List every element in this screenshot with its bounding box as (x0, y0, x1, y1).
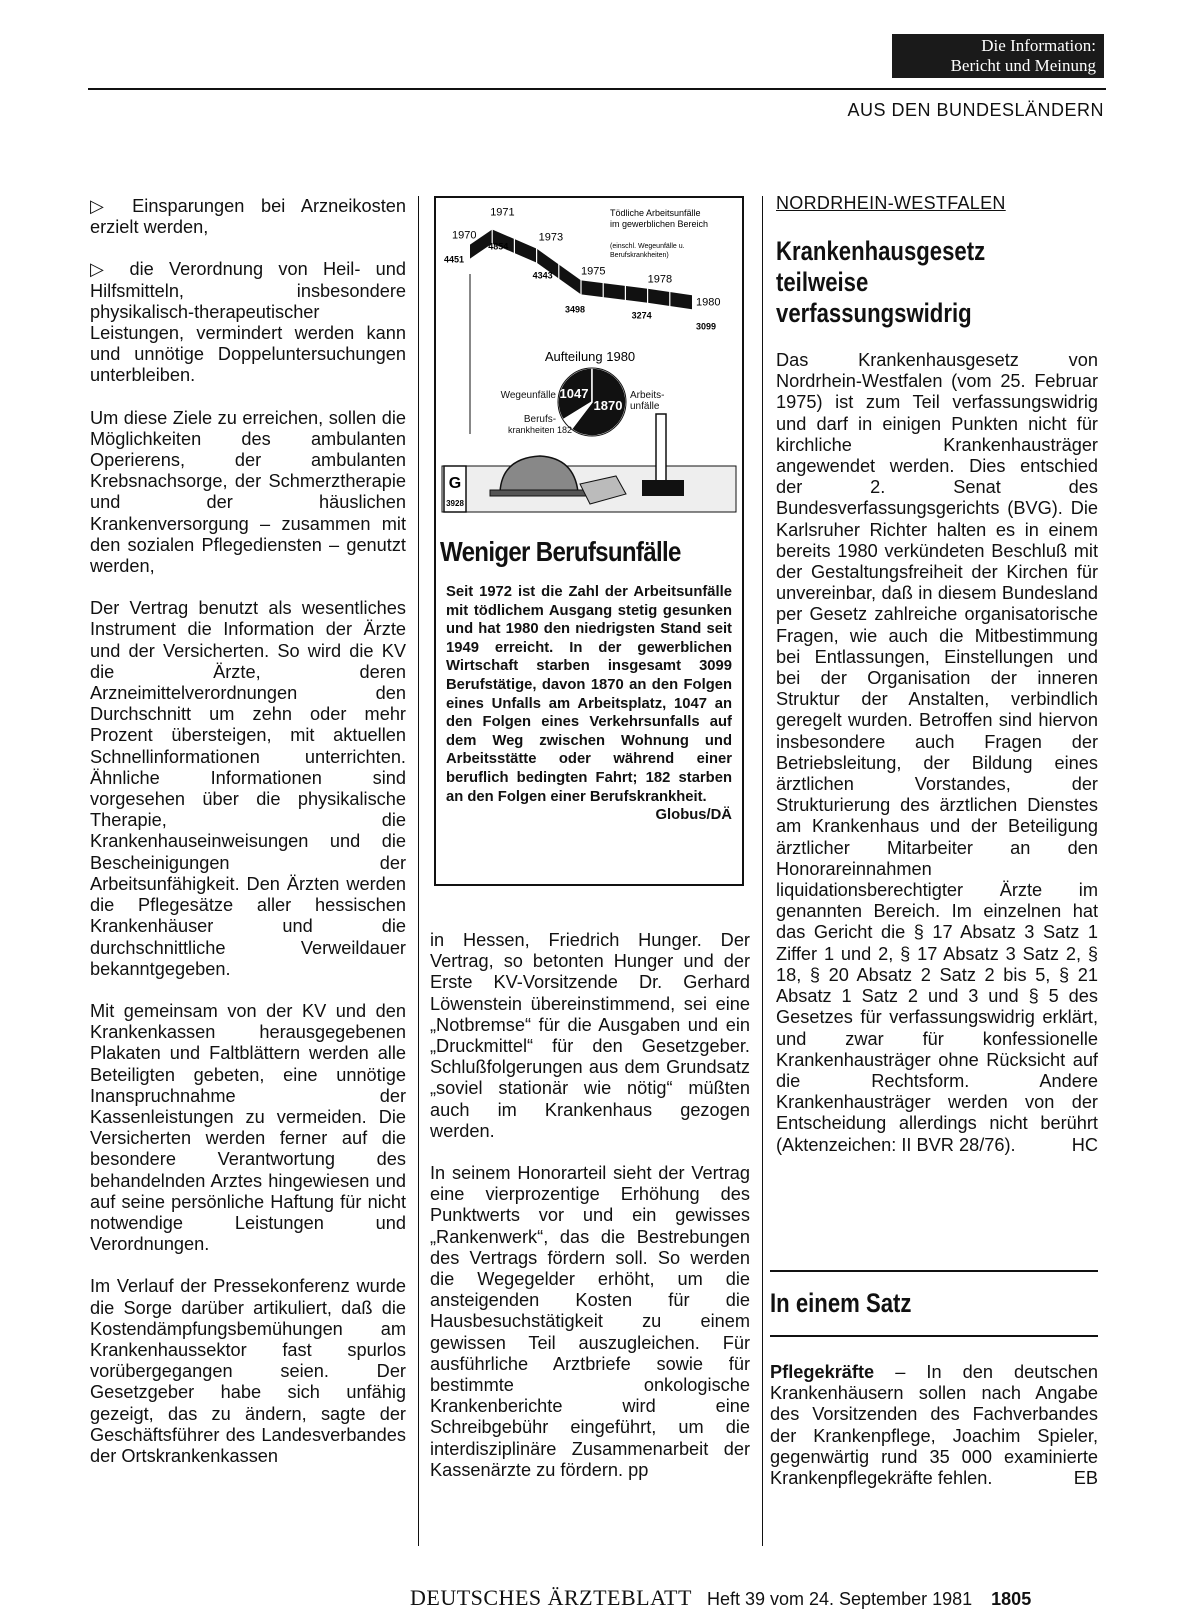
badge-line-2: Bericht und Meinung (950, 56, 1096, 75)
region-label: NORDRHEIN-WESTFALEN (776, 193, 1006, 213)
in-einem-satz-title: In einem Satz (770, 1288, 912, 1318)
helmet-brim-icon (490, 490, 586, 496)
chart-subtitle: (einschl. Wegeunfälle u. Berufskrankheiten) (610, 243, 685, 259)
value-label: 4451 (444, 254, 465, 265)
paragraph: ▷ die Verordnung von Heil- und Hilfsmitteln, insbesondere physikalisch-therapeutischer Leistungen, vermindert werden kann und unnötige Doppeluntersuchungen unterbleiben. (90, 259, 406, 386)
paragraph-text: Das Krankenhausgesetz von Nordrhein-Westfalen (vom 25. Februar 1975) ist zum Teil verfassungswidrig und darf in einigen Punkten nicht für kirchliche Krankenhausträger angewendet werden. Dies entschied der 2. Senat des Bundesverfassungsgerichts (BVG). Die Karlsruher Richter halten es in einem bereits 1980 verkündeten Beschluß mit der Gestaltungsfreiheit der Kirchen für unvereinbar, daß in diesem Bundesland per Gesetz zahlreiche organisatorische Fragen, wie auch die Mitbestimmung bei Entlassungen, Einstellungen und bei der Organisation der inneren Struktur der Anstalten, verbindlich geregelt wurden. Betroffen sind hiervon insbesondere auch Fragen der Betriebsleitung, der Bildung eines ärztlichen Vorstandes, der Strukturierung des ärztlichen Dienstes am Krankenhaus und der Beteiligung ärztlicher Mitarbeiter an den Honorareinnahmen liquidationsberechtigter Ärzte im genannten Bereich. Im einzelnen hat das Gericht die § 17 Absatz 3 Satz 1 Ziffer 1 und 2, § 17 Absatz 3 Satz 2, § 18, § 20 Absatz 2 Satz 2 bis 5, § 21 Absatz 1 Satz 2 und 3 und § 5 des Gesetzes für verfassungswidrig erklärt, und zwar für konfessionelle Krankenhausträger ohne Rücksicht auf die Rechtsform. Andere Krankenhausträger werden von der Entscheidung allerdings nicht berührt (Aktenzeichen: II BVR 28/76). (776, 350, 1098, 1155)
column-divider-1 (418, 196, 419, 1546)
lead-word: Pflegekräfte (770, 1362, 875, 1382)
paragraph: Im Verlauf der Pressekonferenz wurde die Sorge darüber artikuliert, daß die Kostendämpfungsbemühungen am Krankenhaussektor fast spurlos vorübergegangen seien. Der Gesetzgeber habe sich unfähig gezeigt, das zu ändern, sagte der Geschäftsführer des Landesverbandes der Ortskrankenkassen (90, 1276, 406, 1466)
year-label: 1975 (581, 265, 606, 278)
hammer-handle-icon (656, 414, 666, 484)
pie-chart (501, 368, 665, 436)
value-label: 3498 (565, 304, 586, 315)
article-column-3 (776, 350, 1098, 1177)
author-initials: EB (1073, 1468, 1098, 1489)
page-footer (410, 1585, 1031, 1611)
chart-title: Tödliche Arbeitsunfälle im gewerblichen Bereich (610, 208, 709, 229)
badge-line-1: Die Information: (981, 36, 1096, 55)
section-title: AUS DEN BUNDESLÄNDERN (847, 100, 1104, 120)
value-label: 3274 (631, 310, 652, 321)
headline-line: Krankenhausgesetz (776, 236, 986, 266)
journal-name: DEUTSCHES ÄRZTEBLATT (410, 1585, 692, 1610)
paragraph-text: – In den deutschen Krankenhäusern sollen nach Angabe des Vorsitzenden des Fachverbandes der Krankenpflege, Joachim Spieler, gegenwärtig rund 35 000 examinierte Krankenpflegekräfte fehlen. (770, 1362, 1098, 1489)
infobox-title: Weniger Berufsunfälle (440, 536, 681, 567)
pie-label-arbeit: Arbeits- (630, 390, 665, 401)
paragraph: Der Vertrag benutzt als wesentliches Instrument die Information der Ärzte und der Versicherten. So wird die KV die Ärzte, deren Arzneimittelverordnungen den Durchschnitt um zehn oder mehr Prozent übersteigen, mit aktuellen Schnellinformationen unterrichten. Ähnliche Informationen sind vorgesehen über die physikalische Therapie, die Krankenhauseinweisungen und die Bescheinigungen der Arbeitsunfähigkeit. Den Ärzten werden die Pflegesätze aller hessischen Krankenhäuser und die durchschnittliche Verweildauer bekanntgegeben. (90, 598, 406, 979)
pie-value-wege: 1047 (559, 386, 589, 401)
page-number: 1805 (991, 1589, 1032, 1609)
year-label: 1970 (452, 229, 477, 242)
section-badge (892, 34, 1104, 78)
pie-label-beruf: krankheiten 182 (507, 425, 573, 435)
article-column-2 (430, 930, 750, 1502)
accident-chart (440, 204, 740, 524)
pie-title: Aufteilung 1980 (544, 349, 636, 364)
infobox-body: Seit 1972 ist die Zahl der Arbeitsunfälle mit tödlichem Ausgang stetig gesunken und hat 1980 den niedrigsten Stand seit 1949 erreicht. In der gewerblichen Wirtschaft starben insgesamt 3099 Berufstätige, davon 1870 an den Folgen eines Unfalls am Arbeitsplatz, 1047 an den Folgen eines Verkehrsunfalls auf dem Weg zwischen Wohnung und Arbeitsstätte oder während einer beruflich bedingten Fahrt; 182 starben an den Folgen einer Berufskrankheit. (446, 584, 732, 805)
paragraph: Um diese Ziele zu erreichen, sollen die Möglichkeiten des ambulanten Operierens, der ambulanten Krebsnachsorge, der Schmerztherapie und der häuslichen Krankenversorgung – zusammen mit den sozialen Pflegediensten – genutzt werden, (90, 407, 406, 577)
paragraph: In seinem Honorarteil sieht der Vertrag eine vierprozentige Erhöhung des Punktwerts vor und ein gewisses „Rankenwerk“, das die Bestrebungen des Vertrags fördern soll. So werden die Wegegelder erhöht, um die ansteigenden Kosten für die Hausbesuchstätigkeit zu einem gewissen Teil auszugleichen. Für ausführliche Arztbriefe sowie für bestimmte onkologische Krankenberichte wird eine Schreibgebühr eingeführt, um die interdisziplinäre Zusammenarbeit der Kassenärzte zu fördern. pp (430, 1163, 750, 1480)
paragraph: in Hessen, Friedrich Hunger. Der Vertrag, so betonten Hunger und der Erste KV-Vorsitzende Dr. Gerhard Löwenstein übereinstimmend, sei eine „Notbremse“ für die Ausgaben und ein „Druckmittel“ für den Gesetzgeber. Schlußfolgerungen aus dem Grundsatz „soviel stationär wie nötig“ müßten auch im Krankenhaus gezogen werden. (430, 930, 750, 1141)
infobox-credit: Globus/DÄ (655, 807, 732, 824)
value-label: 4343 (532, 270, 553, 281)
paragraph: Mit gemeinsam von der KV und den Krankenkassen herausgegebenen Plakaten und Faltblättern werden alle Beteiligten gebeten, eine unnötige Inanspruchnahme der Kassenleistungen zu vermeiden. Die Versicherten werden ferner auf die besondere Verantwortung des behandelnden Arztes hingewiesen und auf seine persönliche Haftung für nicht notwendige Leistungen und Verordnungen. (90, 1000, 406, 1255)
pie-label-arbeit: unfälle (630, 401, 660, 412)
section-rule-top (770, 1270, 1098, 1272)
in-einem-satz-text (770, 1362, 1098, 1510)
year-label: 1980 (696, 296, 721, 309)
paragraph (770, 1362, 1098, 1489)
article-column-1 (90, 196, 406, 1488)
value-label: 4854 (488, 241, 509, 252)
pie-value-arbeit: 1870 (593, 398, 623, 413)
headline-line: teilweise (776, 267, 869, 297)
year-label: 1973 (538, 231, 564, 244)
value-label: 3099 (696, 321, 717, 332)
helmet-icon (500, 456, 578, 492)
year-label: 1978 (647, 273, 673, 286)
section-rule-bottom (770, 1335, 1098, 1337)
article-headline (776, 236, 1096, 329)
paragraph (776, 350, 1098, 1156)
column-divider-2 (762, 196, 763, 1546)
year-label: 1971 (490, 206, 515, 219)
hammer-head-icon (642, 480, 684, 496)
header-rule (88, 88, 1106, 90)
issue-info: Heft 39 vom 24. September 1981 (706, 1589, 973, 1609)
pie-label-beruf: Berufs- (523, 414, 557, 425)
paragraph: ▷ Einsparungen bei Arzneikosten erzielt werden, (90, 196, 406, 238)
infobox-text (446, 583, 732, 825)
headline-line: verfassungswidrig (776, 298, 972, 328)
globus-logo-number: 3928 (446, 499, 464, 508)
pie-label-wege: Wegeunfälle (500, 390, 556, 401)
globus-logo-letter: G (448, 475, 462, 492)
author-initials: HC (1071, 1134, 1098, 1155)
